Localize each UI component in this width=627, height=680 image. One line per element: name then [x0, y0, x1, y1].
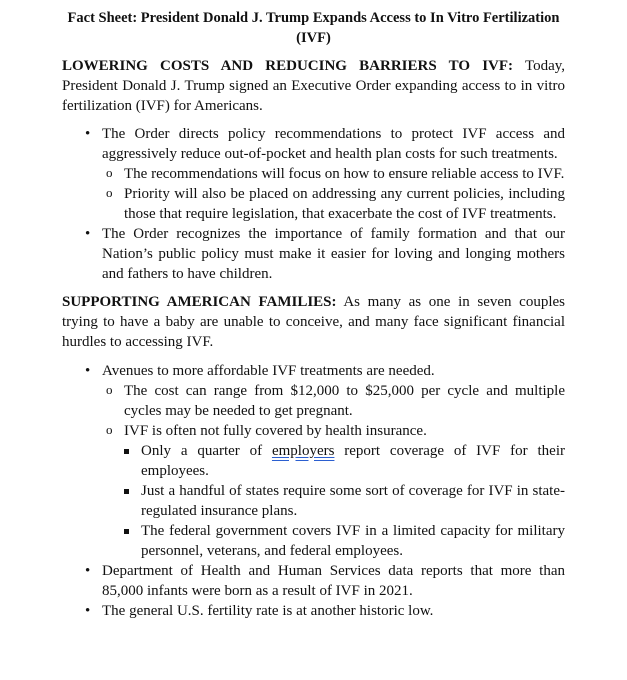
list-item: • The Order recognizes the importance of family formation and that our Nation’s public policy must make it easier for loving and longing mothers and fathers to have children.: [62, 224, 565, 284]
paragraph-lowering-costs: [62, 56, 565, 116]
list-item-text: IVF is often not fully covered by health insurance.: [124, 423, 427, 439]
list-item-text: The Order directs policy recommendations to protect IVF access and aggressively reduce out-of-pocket and health plan costs for such treatments.: [102, 126, 565, 162]
text: Only a quarter of: [141, 443, 272, 459]
sub-list: [84, 381, 565, 561]
sub-list: [84, 164, 565, 224]
list-item: The federal government covers IVF in a limited capacity for military personnel, veterans, and federal employees.: [103, 521, 565, 561]
bullet-list: [62, 124, 565, 284]
list-item: o The cost can range from $12,000 to $25,000 per cycle and multiple cycles may be needed to get pregnant.: [84, 381, 565, 421]
list-item: o Priority will also be placed on addressing any current policies, including those that require legislation, that exacerbate the cost of IVF treatments.: [84, 184, 565, 224]
list-item: o The recommendations will focus on how to ensure reliable access to IVF.: [84, 164, 565, 184]
paragraph-text: As many as one in seven couples trying to have a baby are unable to conceive, and many face significant financial hurdles to accessing IVF.: [62, 294, 565, 350]
bullet-list: [62, 361, 565, 621]
list-item: Just a handful of states require some sort of coverage for IVF in state-regulated insurance plans.: [103, 481, 565, 521]
list-item: [103, 441, 565, 481]
grammar-flagged-word[interactable]: employers: [271, 443, 335, 459]
list-item: [62, 124, 565, 224]
document-title: Fact Sheet: President Donald J. Trump Expands Access to In Vitro Fertilization (IVF): [67, 10, 560, 46]
paragraph-text: Today, President Donald J. Trump signed an Executive Order expanding access to in vitro fertilization (IVF) for Americans.: [62, 58, 566, 114]
paragraph-supporting-families: [62, 292, 565, 352]
list-item-text: Avenues to more affordable IVF treatments are needed.: [102, 363, 435, 379]
list-item: • The general U.S. fertility rate is at another historic low.: [62, 601, 565, 621]
section-heading: SUPPORTING AMERICAN FAMILIES:: [62, 294, 337, 310]
sub-sub-list: [103, 441, 565, 561]
text: report coverage of IVF for their employees.: [141, 443, 565, 479]
list-item: [84, 421, 565, 561]
document: [62, 8, 565, 621]
list-item: • Department of Health and Human Services data reports that more than 85,000 infants were born as a result of IVF in 2021.: [62, 561, 565, 601]
section-heading: LOWERING COSTS AND REDUCING BARRIERS TO IVF:: [62, 58, 514, 74]
list-item: [62, 361, 565, 561]
